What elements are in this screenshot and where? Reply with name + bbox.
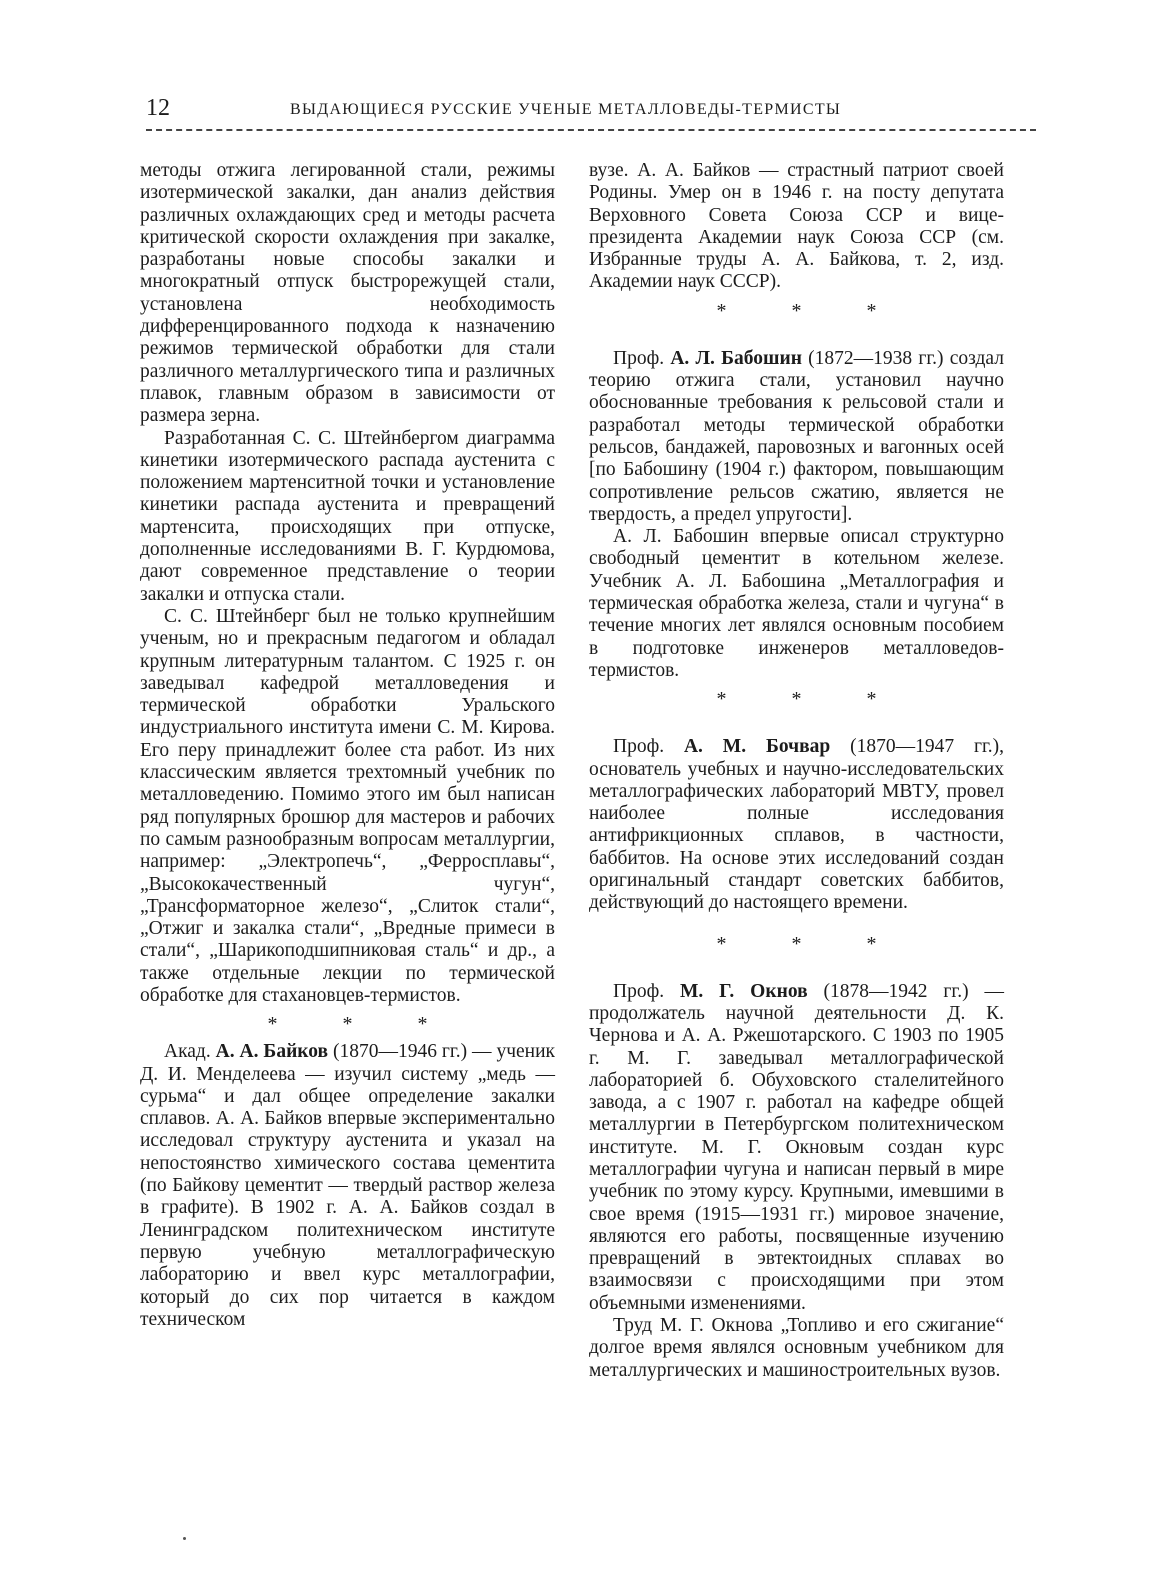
paragraph-annealing-methods: методы отжига легированной стали, режимы изотермической закалки, дан анализ действия различных охлаждающих сред и методы расчета критической скорости охлаждения при закалке, разработаны новые способы закалки и многократный отпуск быстрорежущей стали, установлена необходимость дифференцированного подхода к назначению режимов термической обработки для стали различного металлургического типа и различных плавок, главным образом в зависимости от размера зерна. (140, 160, 555, 427)
paragraph-baboshin-textbook: А. Л. Бабошин впервые описал структурно свободный цементит в котельном железе. Учебник А. Л. Бабошина „Металлография и термическая обработка железа, стали и чугуна“ в течение многих лет являлся основным пособием в подготовке инженеров металловедов-термистов. (589, 526, 1004, 681)
page-number: 12 (146, 95, 170, 121)
paragraph-baikov-text: (1870—1946 гг.) — ученик Д. И. Менделеева — изучил систему „медь — сурьма“ и дал общее определение закалки сплавов. А. А. Байков впервые экспериментально исследовал структуру аустенита и указал на непостоянство химического состава цементита (по Байкову цементит — твердый раствор железа в графите). В 1902 г. А. А. Байков создал в Ленинградском политехническом институте первую учебную металлографическую лабораторию и ввел курс металлографии, который до сих пор читается в каждом техническом (140, 1041, 556, 1330)
paragraph-bochvar-text: (1870—1947 гг.), основатель учебных и научно-исследовательских металлографических лабораторий МВТУ, провел наиболее полные исследования антифрикционных сплавов, в частности, баббитов. На основе этих исследований создан оригинальный стандарт советских баббитов, действующий до настоящего времени. (589, 736, 1004, 914)
paragraph-oknov (589, 981, 1004, 1315)
paragraph-oknov-text: (1878—1942 гг.) — продолжатель научной деятельности Д. К. Чернова и А. А. Ржешотарского. С 1903 по 1905 г. М. Г. заведывал металлографической лабораторией б. Обуховского сталелитейного завода, а с 1907 г. работал на кафедре общей металлургии в Петербургском политехническом институте. М. Г. Окновым создан курс металлографии чугуна и написан первый в мире учебник по этому курсу. Крупными, имевшими в свое время (1915—1931 гг.) мировое значение, являются его работы, посвященные изучению превращений в эвтектоидных сплавах во взаимосвязи с происходящими при этом объемными изменениями. (589, 980, 1004, 1314)
section-separator: * * * (267, 1013, 458, 1036)
paragraph-baboshin-text: (1872—1938 гг.) создал теорию отжига стали, установил научно обоснованные требования к рельсовой стали и разработал методы термической обработки рельсов, бандажей, паровозных и вагонных осей [по Бабошину (1904 г.) фактором, повышающим сопротивление рельсов сжатию, является не твердость, а предел упругости]. (589, 347, 1004, 525)
paragraph-steinberg-teacher: С. С. Штейнберг был не только крупнейшим ученым, но и прекрасным педагогом и обладал крупным литературным талантом. С 1925 г. он заведывал кафедрой металловедения и термической обработки Уральского индустриального института имени С. М. Кирова. Его перу принадлежит более ста работ. Из них классическим является трехтомный учебник по металловедению. Помимо этого им был написан ряд популярных брошюр для мастеров и рабочих по самым разнообразным вопросам металлургии, например: „Электропечь“, „Ферросплавы“, „Высококачественный чугун“, „Трансформаторное железо“, „Слиток стали“, „Отжиг и закалка стали“, „Вредные примеси в стали“, „Шарикоподшипниковая сталь“ и др., а также отдельные лекции по термической обработке для стахановцев-термистов. (140, 605, 555, 1006)
paragraph-steinberg-diagram: Разработанная С. С. Штейнбергом диаграмма кинетики изотермического распада аустенита с положением мартенситной точки и установление кинетики распада аустенита и превращений мартенсита, происходящих при отпуске, дополненные исследованиями В. Г. Курдюмова, дают современное представление о теории закалки и отпуска стали. (140, 427, 555, 605)
running-head: ВЫДАЮЩИЕСЯ РУССКИЕ УЧЕНЫЕ МЕТАЛЛОВЕДЫ-ТЕРМИСТЫ (290, 101, 842, 118)
title-prefix: Проф. (613, 736, 665, 758)
left-column (140, 160, 555, 1331)
paragraph-baikov (140, 1041, 555, 1331)
scientist-name-baboshin: А. Л. Бабошин (670, 347, 802, 369)
title-prefix: Проф. (613, 347, 665, 369)
section-separator: * * * (716, 932, 907, 955)
title-prefix: Акад. (164, 1041, 211, 1063)
paragraph-bochvar (589, 736, 1004, 914)
section-separator: * * * (716, 688, 907, 711)
section-separator: * * * (716, 299, 907, 322)
title-prefix: Проф. (613, 980, 665, 1002)
scientist-name-oknov: М. Г. Окнов (680, 980, 808, 1002)
scientist-name-baikov: А. А. Байков (215, 1041, 329, 1063)
paragraph-baboshin (589, 348, 1004, 526)
scientist-name-bochvar: А. М. Бочвар (683, 736, 831, 758)
right-column (589, 160, 1004, 1382)
header-rule (146, 129, 1036, 131)
paragraph-oknov-fuel-book: Труд М. Г. Окнова „Топливо и его сжигание“ долгое время являлся основным учебником для металлургических и машиностроительных вузов. (589, 1315, 1004, 1381)
print-speck (183, 1537, 186, 1540)
paragraph-baikov-continued: вузе. А. А. Байков — страстный патриот своей Родины. Умер он в 1946 г. на посту депутата Верховного Совета Союза ССР и вице-президента Академии наук Союза ССР (см. Избранные труды А. А. Байкова, т. 2, изд. Академии наук СССР). (589, 160, 1004, 293)
